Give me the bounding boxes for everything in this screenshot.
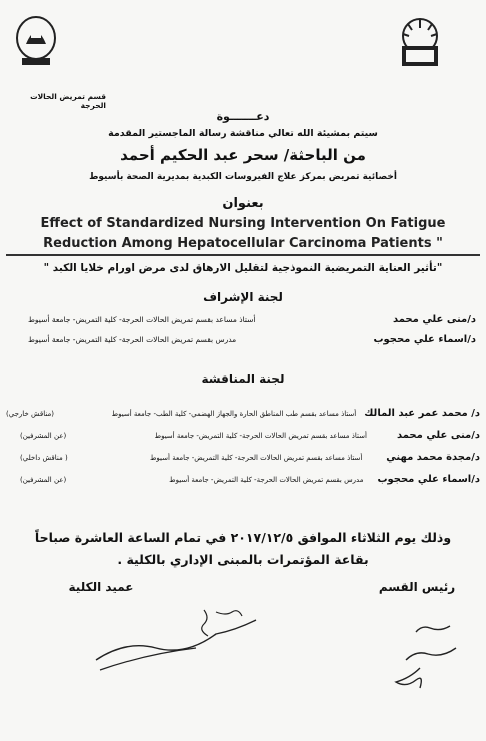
examiner-role: أستاذ مساعد بقسم طب المناطق الحارة والجهاز الهضمي- كلية الطب- جامعة أسيوط (111, 409, 357, 418)
examiner-role: أستاذ مساعد بقسم تمريض الحالات الحرجة- كلية التمريض- جامعة أسيوط (149, 453, 363, 462)
examiner-row (6, 408, 480, 419)
supervisor-role: أستاذ مساعد بقسم تمريض الحالات الحرجة- كلية التمريض- جامعة أسيوط (28, 315, 256, 324)
university-logo (392, 16, 448, 70)
examiner-row (6, 452, 480, 463)
english-title-line1: Effect of Standardized Nursing Intervention On Fatigue (40, 216, 446, 231)
department-head-label: رئيس القسم (378, 580, 456, 594)
examiner-note: (عن المشرفين) (20, 475, 67, 484)
examiner-row (6, 430, 480, 441)
examiner-note: ( مناقش داخلي) (20, 453, 68, 462)
department-name: قسم تمريض الحالات الحرجة (30, 92, 106, 110)
researcher-name: من الباحثة/ سحر عبد الحكيم أحمد (120, 146, 366, 164)
examiner-note: (مناقش خارجي) (6, 409, 54, 418)
invitation-title: دعـــــــوة (216, 110, 270, 123)
supervisor-name: د/اسماء علي محجوب (373, 334, 476, 345)
divider (6, 254, 480, 256)
examiner-note: (عن المشرفين) (20, 431, 67, 440)
examiner-role: أستاذ مساعد بقسم تمريض الحالات الحرجة- كلية التمريض- جامعة أسيوط (154, 431, 367, 440)
venue-line: بقاعة المؤتمرات بالمبنى الإداري بالكلية . (117, 552, 369, 567)
examination-heading: لجنة المناقشة (201, 372, 285, 386)
supervision-heading: لجنة الإشراف (203, 290, 283, 304)
english-title-line2: Reduction Among Hepatocellular Carcinoma Patients " (43, 236, 443, 251)
department-head-signature (380, 618, 470, 698)
arabic-title: "تأثير العناية التمريضية النموذجية لتقليل الارهاق لدى مرض اورام خلايا الكبد " (43, 262, 443, 274)
supervisor-name: د/منى علي محمد (392, 314, 476, 325)
examiner-name: د/منى علي محمد (396, 430, 480, 441)
examiner-role: مدرس بقسم تمريض الحالات الحرجة- كلية التمريض- جامعة أسيوط (169, 475, 364, 484)
supervisor-row (10, 334, 476, 345)
examiner-row (6, 474, 480, 485)
dean-label: عميد الكلية (68, 580, 134, 594)
invitation-line: سيتم بمشيئة الله تعالي مناقشة رسالة الماجستير المقدمة (108, 128, 378, 139)
faculty-logo (14, 14, 58, 70)
dean-signature (86, 600, 276, 690)
supervisor-role: مدرس بقسم تمريض الحالات الحرجة- كلية التمريض- جامعة أسيوط (28, 335, 237, 344)
schedule-line: وذلك يوم الثلاثاء الموافق ٢٠١٧/١٢/٥ في تمام الساعة العاشرة صباحاً (34, 530, 452, 545)
examiner-name: د/مجدة محمد مهني (386, 452, 480, 463)
examiner-name: د/اسماء علي محجوب (377, 474, 480, 485)
examiner-name: د/ محمد عمر عبد المالك (364, 408, 480, 419)
supervisor-row (10, 314, 476, 325)
title-heading: بعنوان (222, 196, 264, 211)
researcher-position: أخصائية تمريض بمركز علاج الفيروسات الكبدية بمديرية الصحة بأسيوط (89, 172, 397, 182)
